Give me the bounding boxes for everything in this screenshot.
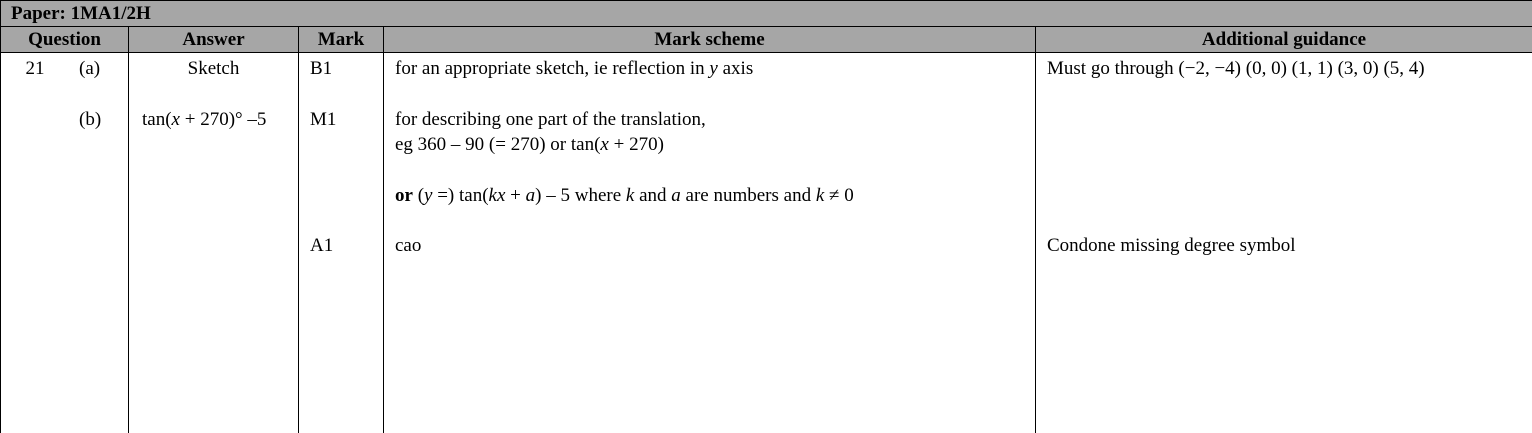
header-answer: Answer xyxy=(182,29,245,50)
column-divider xyxy=(128,27,129,433)
question-number: 21 xyxy=(25,58,45,79)
column-divider xyxy=(298,27,299,433)
part-label-a: (a) xyxy=(79,58,101,79)
header-mark-scheme: Mark scheme xyxy=(654,29,765,50)
column-divider xyxy=(383,27,384,433)
column-divider xyxy=(1035,27,1036,433)
guidance-a: Must go through (−2, −4) (0, 0) (1, 1) (3, 0) (5, 4) xyxy=(1047,58,1425,79)
scheme-m1-alternative: or (y =) tan(kx + a) – 5 where k and a are numbers and k ≠ 0 xyxy=(395,185,854,206)
header-mark: Mark xyxy=(317,29,365,50)
header-row xyxy=(1,27,1532,53)
mark-b1: B1 xyxy=(310,58,333,79)
scheme-a: for an appropriate sketch, ie reflection in y axis xyxy=(395,58,754,79)
scheme-m1-line2: eg 360 – 90 (= 270) or tan(x + 270) xyxy=(395,134,664,155)
scheme-a1: cao xyxy=(395,235,422,256)
answer-b: tan(x + 270)° –5 xyxy=(142,109,267,130)
header-additional-guidance: Additional guidance xyxy=(1201,29,1367,50)
mark-a1: A1 xyxy=(310,235,334,256)
part-label-b: (b) xyxy=(79,109,102,130)
scheme-m1-line1: for describing one part of the translation, xyxy=(395,109,706,130)
paper-label: Paper: 1MA1/2H xyxy=(11,3,151,24)
answer-a: Sketch xyxy=(187,58,240,79)
paper-title xyxy=(1,1,1532,27)
header-question: Question xyxy=(28,29,101,50)
mark-m1: M1 xyxy=(310,109,337,130)
guidance-a1: Condone missing degree symbol xyxy=(1047,235,1296,256)
